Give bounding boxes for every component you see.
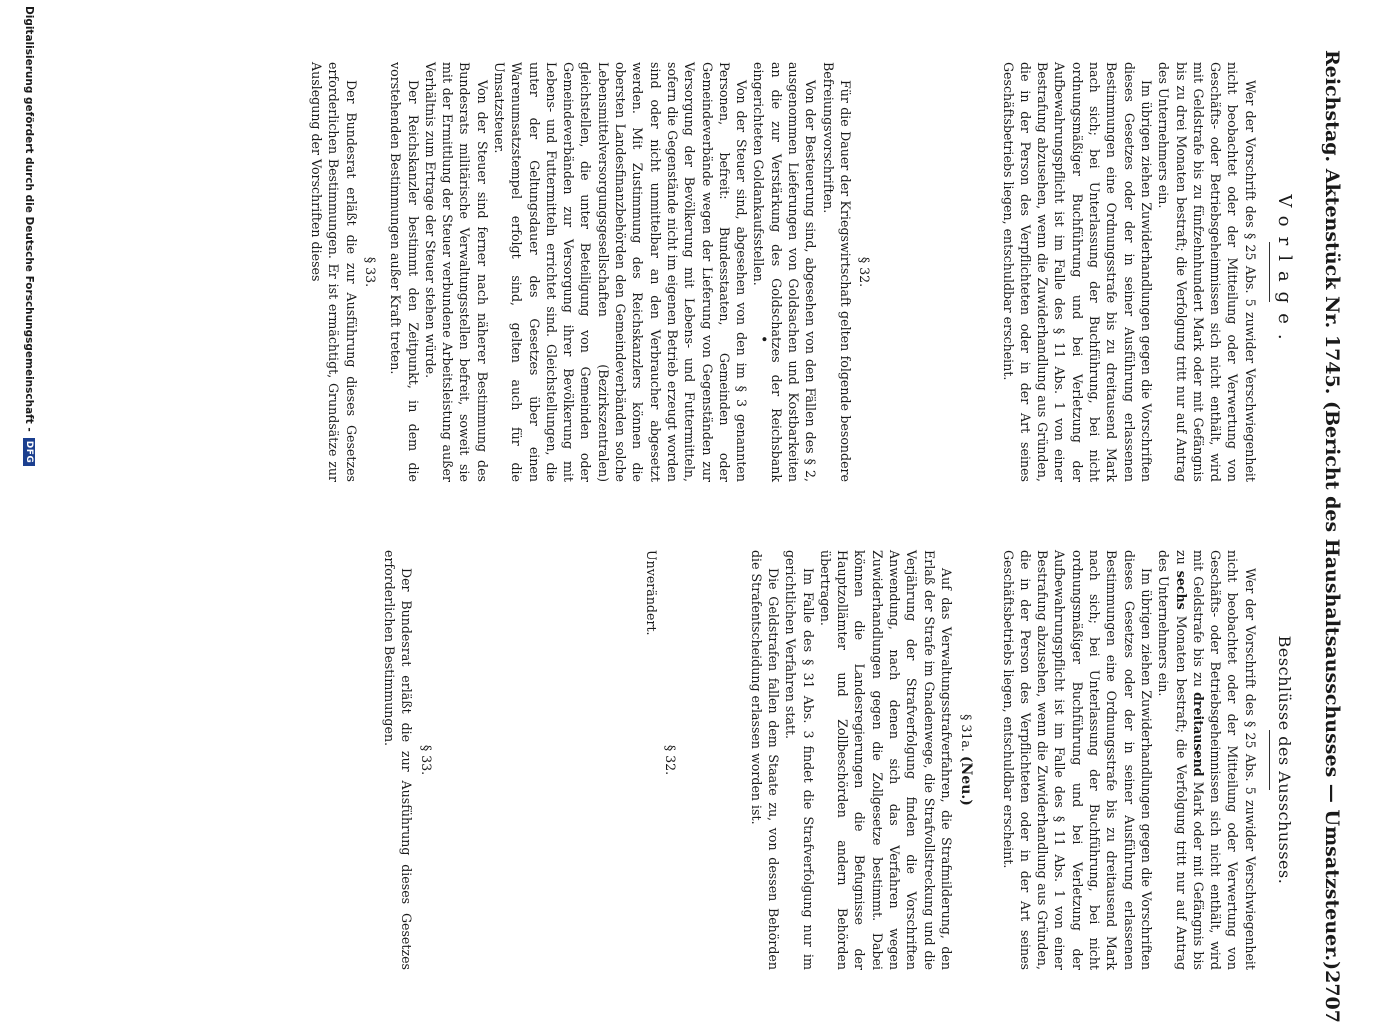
paragraph: Der Reichskanzler bestimmt den Zeitpunkt, in dem die vorstehenden Bestimmungen außer Kraft treten. bbox=[388, 62, 421, 482]
column-heading-beschluesse: Beschlüsse des Ausschusses. bbox=[1275, 635, 1294, 885]
text-run: Wer der Vorschrift des § 25 Abs. 5 zuwider Verschwiegenheit nicht beobachtet oder der Mitteilung oder Verwertung von Geschäfts- oder Betriebsgeheimnissen sich nicht enthält, wird mit Geldstrafe bis zu bbox=[1190, 550, 1258, 970]
emphasis-text: sechs bbox=[1173, 570, 1189, 610]
paragraph: Der Bundesrat erläßt die zur Ausführung dieses Gesetzes erforderlichen Bestimmungen. Er ist ermächtigt, Grundsätze zur Auslegung der Vorschriften dieses bbox=[309, 62, 359, 482]
section-label: § 31a. bbox=[959, 714, 975, 752]
paragraph: Von der Steuer sind ferner nach näherer Bestimmung des Bundesrats militärische Verwaltungsstellen befreit, soweit sie mit der Ermittlung der Steuer verbundene Arbeitsleistung außer Verhältnis zum Ertrage der Steuer stehen würde. bbox=[422, 62, 490, 482]
footer-text: Digitalisierung gefördert durch die Deutsche Forschungsgemeinschaft - bbox=[23, 6, 35, 432]
section-number: § 32. bbox=[857, 256, 873, 288]
paragraph: Die Geldstrafen fallen dem Staate zu, von dessen Behörden die Strafentscheidung erlassen worden ist. bbox=[748, 550, 781, 970]
paragraph: Von der Besteuerung sind, abgesehen von den Fällen des § 2, ausgenommen Lieferungen von Goldsachen und Kostbarkeiten an die zur Verstärkung des Goldschatzes der Reichsbank eingerichteten Goldankaufsstellen. bbox=[751, 62, 819, 482]
paragraph: Von der Steuer sind, abgesehen von den im § 3 genannten Personen, befreit: Bundesstaaten, Gemeinden oder Gemeindeverbände wegen der Lieferung von Gegenständen zur Versorgung der Bevölkerung mit Lebens- und Futtermitteln, sofern die Gegenstände nicht im eigenen Betrieb erzeugt worden sind oder nicht unmittelbar an den Verbraucher abgesetzt werden. Mit Zustimmung des Reichskanzlers können die obersten Landesfinanzbehörden den Gemeindeverbänden solche Lebensmittelversorgungsgesellschaften (Bezirkszentralen) gleichstellen, die unter Beteiligung von Gemeinden oder Gemeindeverbänden zur Versorgung ihrer Bevölkerung mit Lebens- und Futtermitteln errichtet sind. Gleichstellungen, die unter der Geltungsdauer des Gesetzes über einen Warenumsatzstempel erfolgt sind, gelten auch für die Umsatzsteuer. bbox=[492, 62, 750, 482]
header-title: Reichstag. Aktenstück Nr. 1745. (Bericht des Haushaltsausschusses — Umsatzsteuer.) bbox=[1321, 50, 1343, 971]
unchanged-note: Unverändert. bbox=[644, 550, 660, 636]
divider bbox=[1269, 242, 1270, 302]
page-header bbox=[1321, 50, 1343, 1023]
paragraph: Auf das Verwaltungsstrafverfahren, die Strafmilderung, den Erlaß der Strafe im Gnadenwege, die Strafvollstreckung und die Verjährung der Strafverfolgung finden die Vorschriften Anwendung, nach denen sich das Verfahren wegen Zuwiderhandlungen gegen die Zollgesetze bestimmt. Dabei können die Landesregierungen die Befugnisse der Hauptzollämter und Zollbeschörden andern Behörden übertragen. bbox=[817, 550, 954, 970]
page-number: 2707 bbox=[1321, 970, 1343, 1023]
digitization-footer bbox=[23, 6, 35, 466]
section-number bbox=[957, 550, 975, 970]
divider bbox=[1269, 730, 1270, 790]
column-vorlage bbox=[308, 62, 1293, 482]
emphasis-text: dreitausend bbox=[1190, 692, 1206, 777]
column-heading-vorlage: Vorlage. bbox=[1274, 194, 1295, 350]
paragraph: Im übrigen ziehen Zuwiderhandlungen gegen die Vorschriften dieses Gesetzes oder der in seiner Ausführung erlassenen Bestimmungen eine Ordnungsstrafe bis zu dreitausend Mark nach sich; bei Unterlassung der Buchführung, bei nicht ordnungsmäßiger Buchführung und bei Verletzung der Aufbewahrungspflicht ist im Falle des § 11 Abs. 1 von einer Bestrafung abzusehen, wenn die Zuwiderhandlung aus Gründen, die in der Person des Verpflichteten oder in der Art seines Geschäftsbetriebs liegen, entschuldbar erscheint. bbox=[1000, 550, 1154, 970]
section-number: § 33. bbox=[418, 744, 434, 776]
paragraph: Wer der Vorschrift des § 25 Abs. 5 zuwider Verschwiegenheit nicht beobachtet oder der Mitteilung oder Verwertung von Geschäfts- oder Betriebsgeheimnissen sich nicht enthält, wird mit Geldstrafe bis zu fünfzehnhundert Mark oder mit Gefängnis bis zu drei Monaten bestraft; die Verfolgung tritt nur auf Antrag des Unternehmers ein. bbox=[1156, 62, 1258, 482]
text-run: Monaten bestraft; die Verfolgung tritt nur auf Antrag des Unternehmers ein. bbox=[1156, 550, 1189, 971]
new-marker: (Neu.) bbox=[958, 755, 975, 806]
paragraph bbox=[1155, 550, 1259, 970]
paragraph: Im Falle des § 31 Abs. 3 findet die Strafverfolgung nur im gerichtlichen Verfahren statt. bbox=[783, 550, 816, 970]
text-run: Mark oder mit Gefängnis bis zu bbox=[1173, 550, 1206, 970]
column-beschluesse bbox=[381, 550, 1293, 970]
dfg-logo: DFG bbox=[23, 438, 35, 467]
paragraph: Für die Dauer der Kriegswirtschaft gelten folgende besondere Befreiungsvorschriften. bbox=[820, 62, 853, 482]
paragraph: Der Bundesrat erläßt die zur Ausführung dieses Gesetzes erforderlichen Bestimmungen. bbox=[382, 550, 415, 970]
print-speck: • bbox=[755, 335, 771, 344]
section-number: § 32. bbox=[663, 744, 679, 776]
paragraph: Im übrigen ziehen Zuwiderhandlungen gegen die Vorschriften dieses Gesetzes oder der in seiner Ausführung erlassenen Bestimmungen eine Ordnungsstrafe bis zu dreitausend Mark nach sich; bei Unterlassung der Buchführung, bei nicht ordnungsmäßiger Buchführung und bei Verletzung der Aufbewahrungspflicht ist im Falle des § 11 Abs. 1 von einer Bestrafung abzusehen, wenn die Zuwiderhandlung aus Gründen, die in der Person des Verpflichteten oder in der Art seines Geschäftsbetriebs liegen, entschuldbar erscheint. bbox=[1000, 62, 1154, 482]
section-number: § 33. bbox=[362, 256, 378, 288]
